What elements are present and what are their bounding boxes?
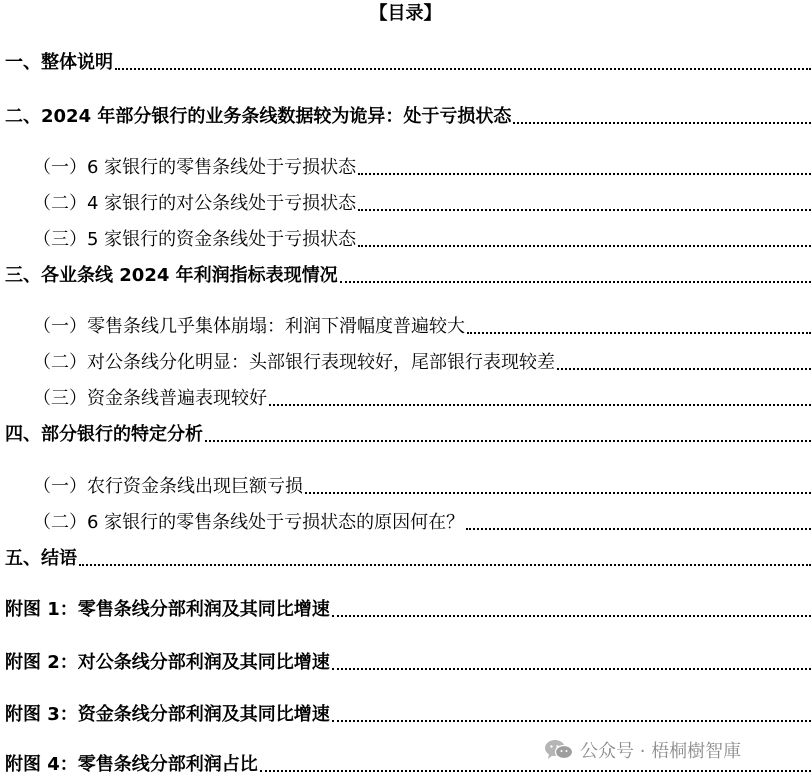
toc-entry-label: 二、2024 年部分银行的业务条线数据较为诡异：处于亏损状态 (5, 106, 512, 127)
watermark (544, 737, 741, 763)
toc-entry-label: 五、结语 (5, 548, 77, 569)
leader-dots (305, 488, 811, 494)
leader-dots (358, 205, 811, 211)
toc-entry[interactable] (0, 155, 811, 179)
toc-entry-label: （一）零售条线几乎集体崩塌：利润下滑幅度普遍较大 (33, 316, 465, 337)
toc-entry-label: 附图 2：对公条线分部利润及其同比增速 (5, 652, 330, 673)
leader-dots (466, 524, 811, 530)
leader-dots (340, 277, 811, 283)
wechat-icon (544, 739, 574, 761)
toc-entry-label: （二）4 家银行的对公条线处于亏损状态 (33, 193, 357, 214)
toc-entry-label: （二）6 家银行的零售条线处于亏损状态的原因何在？ (33, 512, 465, 533)
toc-entry-label: （三）5 家银行的资金条线处于亏损状态 (33, 229, 357, 250)
toc-entry-label: 附图 4：零售条线分部利润占比 (5, 754, 258, 775)
toc-entry[interactable] (0, 314, 811, 338)
toc-entry-label: （三）资金条线普遍表现较好 (33, 388, 267, 409)
toc-entry-label: 附图 1：零售条线分部利润及其同比增速 (5, 599, 330, 620)
toc-entry[interactable] (0, 350, 811, 374)
toc-entry-label: （一）农行资金条线出现巨额亏损 (33, 476, 303, 497)
toc-entry-label: （二）对公条线分化明显：头部银行表现较好，尾部银行表现较差 (33, 352, 555, 373)
toc-entry-label: 一、整体说明 (5, 52, 113, 73)
leader-dots (269, 400, 811, 406)
toc-entry[interactable] (0, 386, 811, 410)
leader-dots (332, 611, 811, 617)
toc-entry[interactable] (0, 227, 811, 251)
toc-entry[interactable] (0, 104, 811, 128)
leader-dots (205, 436, 811, 442)
toc-entry[interactable] (0, 422, 811, 446)
leader-dots (358, 169, 811, 175)
leader-dots (358, 241, 811, 247)
toc-entry[interactable] (0, 474, 811, 498)
leader-dots (467, 328, 811, 334)
toc-entry[interactable] (0, 702, 811, 726)
toc-entry-label: 四、部分银行的特定分析 (5, 424, 203, 445)
toc-entry[interactable] (0, 650, 811, 674)
watermark-label: 公众号 · 梧桐樹智庫 (580, 741, 742, 762)
toc-entry-label: 附图 3：资金条线分部利润及其同比增速 (5, 704, 330, 725)
toc-entry[interactable] (0, 510, 811, 534)
leader-dots (79, 560, 811, 566)
leader-dots (557, 364, 811, 370)
leader-dots (115, 64, 811, 70)
leader-dots (513, 118, 811, 124)
leader-dots (332, 716, 811, 722)
toc-entry[interactable] (0, 546, 811, 570)
toc-entry[interactable] (0, 263, 811, 287)
toc-entry-label: （一）6 家银行的零售条线处于亏损状态 (33, 157, 357, 178)
toc-title: 【目录】 (369, 3, 442, 24)
leader-dots (332, 664, 811, 670)
toc-entry-label: 三、各业条线 2024 年利润指标表现情况 (5, 265, 338, 286)
toc-entry[interactable] (0, 597, 811, 621)
toc-entry[interactable] (0, 50, 811, 74)
toc-entry[interactable] (0, 191, 811, 215)
leader-dots (260, 766, 811, 772)
